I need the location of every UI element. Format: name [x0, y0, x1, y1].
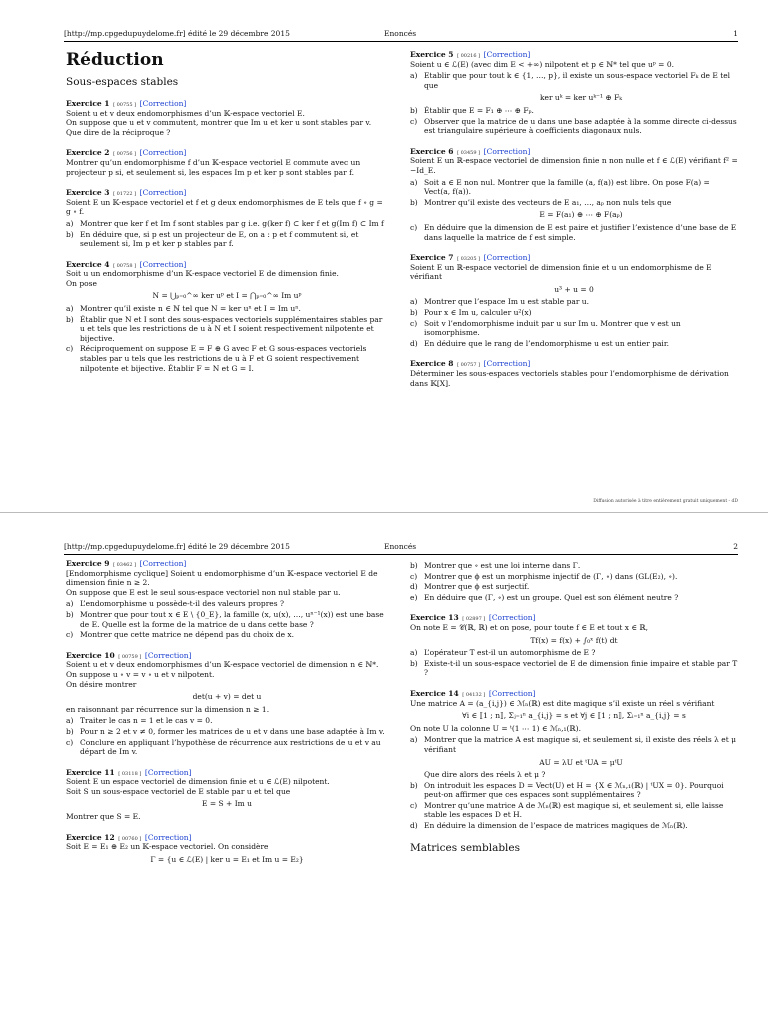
exercise-text [66, 842, 388, 852]
question-text: Montrer qu’il existe n ∈ ℕ tel que N = ker uⁿ et I = Im uⁿ. [80, 304, 301, 314]
question-text: L’opérateur T est-il un automorphisme de E ? [424, 648, 596, 658]
column-left [66, 559, 388, 875]
exercise-code: [ 00758 ] [111, 262, 138, 269]
question-list [410, 71, 738, 136]
exercise-text [410, 156, 738, 175]
display-formula: ker uᵏ = ker uᵏ⁻¹ ⊕ Fₖ [539, 93, 623, 103]
exercise-heading [410, 147, 738, 157]
question-list [66, 716, 388, 756]
question-item [410, 116, 738, 136]
display-formula: ∀i ∈ ⟦1 ; n⟧, Σⱼ₌₁ⁿ a_{i,j} = s et ∀j ∈ ⟦1 ; n⟧, Σᵢ₌₁ⁿ a_{i,j} = s [462, 711, 686, 721]
exercise-heading [410, 613, 738, 623]
question-label: a) [66, 218, 74, 228]
text-line: On note U la colonne U = ᵗ(1 ⋯ 1) ∈ ℳₙ,₁(ℝ). [410, 723, 581, 733]
header-source: [http://mp.cpgedupuydelome.fr] édité le 29 décembre 2015 [64, 542, 290, 551]
exercise-code: [ 03205 ] [455, 256, 482, 263]
question-item [410, 71, 738, 90]
question-label: d) [410, 582, 418, 592]
question-list [410, 561, 738, 602]
exercise-label: Exercice 4 [66, 259, 110, 269]
question-text: Montrer que l’espace Im u est stable par u. [424, 297, 590, 307]
question-label: b) [410, 105, 418, 115]
question-item [66, 314, 388, 344]
exercise-text [410, 699, 738, 709]
exercise-code: [ 03462 ] [111, 562, 138, 568]
exercise-heading [66, 260, 388, 270]
exercise-heading [66, 188, 388, 198]
display-formula: u³ + u = 0 [554, 284, 594, 294]
question-item [410, 318, 738, 338]
exercise-code: [ 04132 ] [460, 691, 487, 698]
exercise [410, 50, 738, 136]
header-section: Enoncés [384, 542, 417, 551]
question-label: b) [410, 561, 418, 570]
question-text: Existe-t-il un sous-espace vectoriel de E de dimension finie impaire et stable par T ? [424, 658, 738, 678]
question-item [66, 599, 388, 609]
question-text: Montrer que la matrice A est magique si, et seulement si, il existe des réels λ et μ vérifiant [424, 735, 737, 754]
question-text: En déduire que (Γ, ∘) est un groupe. Quel est son élément neutre ? [424, 592, 679, 602]
question-label: b) [66, 726, 74, 736]
question-item [410, 338, 738, 349]
exercise-text [410, 263, 738, 282]
question-list [66, 219, 388, 249]
header-section: Enoncés [384, 29, 417, 38]
question-text: Soit a ∈ E non nul. Montrer que la famille (a, f(a)) est libre. On pose F(a) = Vect(a, f(a)). [424, 177, 710, 197]
question-item [66, 630, 388, 640]
question-text: Montrer que ϕ est un morphisme injectif de (Γ, ∘) dans (GL(E₂), ∘). [424, 571, 678, 581]
exercise-label: Exercice 13 [410, 613, 459, 623]
question-item [410, 658, 738, 678]
question-list [66, 599, 388, 639]
text-line: Que dire de la réciproque ? [66, 127, 171, 137]
exercise-label: Exercice 1 [66, 98, 110, 108]
question-label: e) [410, 592, 418, 602]
question-item [410, 571, 738, 582]
question-label: a) [410, 648, 418, 658]
question-text: Montrer que pour tout x ∈ E \ {0_E}, la famille (x, u(x), …, uⁿ⁻¹(x)) est une base de E. Quelle est la forme de la matrice de u dans cette base ? [80, 609, 384, 629]
exercise-code: [ 02897 ] [460, 616, 487, 623]
exercise-label: Exercice 7 [410, 253, 454, 263]
question-list [66, 304, 388, 373]
exercise [66, 260, 388, 374]
exercise-text [66, 158, 388, 177]
correction-link[interactable]: [Correction] [483, 50, 531, 59]
question-label: b) [66, 314, 74, 324]
question-text: En déduire que la dimension de E est paire et justifier l’existence d’une base de E dans laquelle la matrice de f est simple. [424, 222, 737, 242]
exercise-code: [ 00757 ] [455, 362, 482, 369]
correction-link[interactable]: [Correction] [139, 148, 187, 158]
exercise-text [410, 60, 738, 70]
question-text: Conclure en appliquant l’hypothèse de récurrence aux restrictions de u et v au départ de Im v. [80, 737, 381, 757]
question-item [66, 344, 388, 373]
exercise-heading [66, 651, 388, 661]
page-2 [0, 512, 768, 1024]
question-item [66, 726, 388, 737]
question-label: a) [66, 716, 74, 726]
exercise-code: [ 00760 ] [116, 835, 143, 842]
exercise-text [410, 369, 738, 388]
exercise-label: Exercice 5 [410, 50, 454, 59]
exercise-heading [410, 359, 738, 369]
text-line: On note E = 𝒞(ℝ, ℝ) et on pose, pour toute f ∈ E et tout x ∈ ℝ, [410, 622, 648, 632]
question-label: d) [410, 338, 418, 348]
question-item [424, 770, 738, 780]
question-label: c) [410, 318, 418, 328]
display-formula: E = F(a₁) ⊕ ⋯ ⊕ F(aₚ) [539, 210, 623, 220]
exercise-heading [66, 559, 388, 569]
question-label: a) [410, 71, 418, 81]
question-item [410, 308, 738, 318]
correction-link[interactable]: [Correction] [144, 650, 192, 660]
correction-link[interactable]: [Correction] [483, 253, 531, 263]
text-line: On suppose u ∘ v = v ∘ u et v nilpotent. [66, 669, 215, 679]
question-label: b) [410, 197, 418, 207]
page-header [64, 540, 738, 555]
column-right [410, 50, 738, 399]
question-label: b) [410, 780, 418, 790]
display-formula: E = S + Im u [201, 799, 252, 809]
exercise-heading [66, 99, 388, 109]
question-label: c) [410, 116, 418, 126]
page-number: 2 [733, 542, 738, 551]
exercise-label: Exercice 2 [66, 148, 110, 158]
question-label: c) [410, 571, 418, 581]
question-label: a) [410, 735, 418, 745]
correction-link[interactable]: [Correction] [144, 767, 192, 777]
exercise-heading [410, 253, 738, 263]
exercise [66, 651, 388, 757]
exercise [66, 188, 388, 249]
exercise-code: [ 03118 ] [116, 770, 143, 777]
question-label: a) [410, 297, 418, 307]
question-item [66, 716, 388, 726]
question-item [410, 780, 738, 800]
text-line: Soient u et v deux endomorphismes d’un 𝕂-espace vectoriel de dimension n ∈ ℕ*. [66, 660, 379, 670]
text-line: Soient E un ℝ-espace vectoriel de dimension finie et u un endomorphisme de E vérifiant [410, 262, 712, 282]
text-line: On pose [66, 278, 97, 288]
exercise [66, 559, 388, 640]
exercise-label: Exercice 12 [66, 832, 115, 842]
question-text: L’endomorphisme u possède-t-il des valeurs propres ? [80, 599, 284, 609]
question-label: b) [66, 229, 74, 239]
question-label: d) [410, 821, 418, 831]
text-line: Déterminer les sous-espaces vectoriels stables pour l’endomorphisme de dérivation dans 𝕂[X]. [410, 369, 729, 388]
exercise [66, 768, 388, 822]
exercise-text [66, 198, 388, 217]
column-left [66, 50, 388, 384]
question-item [410, 582, 738, 592]
text-line: en raisonnant par récurrence sur la dimension n ≥ 1. [66, 704, 270, 714]
correction-link[interactable]: [Correction] [483, 359, 531, 369]
section-title: Matrices semblables [410, 841, 521, 854]
question-item [410, 648, 738, 658]
exercise-code: [ 03459 ] [455, 149, 482, 156]
question-text: Montrer qu’il existe des vecteurs de E a₁, …, aₚ non nuls tels que [424, 197, 672, 207]
exercise-label: Exercice 10 [66, 650, 115, 660]
question-item [410, 561, 738, 571]
question-text: Montrer que cette matrice ne dépend pas du choix de x. [80, 630, 295, 640]
display-formula: Γ = {u ∈ ℒ(E) | ker u = E₁ et Im u = E₂} [150, 854, 304, 864]
exercise-label: Exercice 8 [410, 359, 454, 369]
question-label: a) [66, 599, 74, 609]
question-label: b) [66, 609, 74, 619]
question-text: On introduit les espaces D = Vect(U) et H = {X ∈ ℳₙ,₁(ℝ) | ᵗUX = 0}. Pourquoi peut-on affirmer que ces espaces sont supplémentaires ? [424, 780, 724, 800]
exercise-code: [ 00755 ] [111, 101, 138, 108]
exercise [410, 147, 738, 242]
question-item [410, 222, 738, 242]
exercise-label: Exercice 6 [410, 146, 454, 156]
text-line: Soient E un espace vectoriel de dimension finie et u ∈ ℒ(E) nilpotent. [66, 777, 330, 787]
question-label: b) [410, 658, 418, 668]
question-item [410, 821, 738, 831]
display-formula: N = ⋃ₚ₌₀^∞ ker uᵖ et I = ⋂ₚ₌₀^∞ Im uᵖ [152, 291, 302, 301]
question-text: Pour x ∈ Im u, calculer u²(x) [424, 308, 532, 318]
question-item [66, 737, 388, 757]
correction-link[interactable]: [Correction] [488, 613, 536, 623]
question-label: a) [410, 177, 418, 187]
text-line: Soient u et v deux endomorphismes d’un 𝕂-espace vectoriel E. [66, 108, 305, 118]
exercise-text [66, 660, 388, 689]
display-formula: det(u + v) = det u [192, 692, 262, 702]
question-item [410, 177, 738, 197]
page-number: 1 [733, 29, 738, 38]
correction-link[interactable]: [Correction] [139, 259, 187, 269]
exercise [410, 253, 738, 348]
question-text: Montrer que ∘ est une loi interne dans Γ. [424, 561, 581, 570]
question-item [66, 229, 388, 249]
exercise-label: Exercice 14 [410, 688, 459, 698]
question-text: Montrer que ϕ est surjectif. [424, 582, 530, 592]
exercise [410, 689, 738, 831]
text-line: Montrer que S = E. [66, 812, 141, 822]
question-text: Établir que E = F₁ ⊕ ⋯ ⊕ Fₚ. [424, 105, 534, 115]
question-label: c) [66, 737, 74, 747]
text-line: On suppose que E est le seul sous-espace vectoriel non nul stable par u. [66, 587, 341, 597]
exercise-heading [410, 50, 738, 60]
exercise-code: [ 00216 ] [455, 53, 482, 59]
question-label: c) [410, 222, 418, 232]
correction-link[interactable]: [Correction] [139, 559, 187, 568]
exercise-code: [ 00756 ] [111, 151, 138, 158]
question-item [410, 800, 738, 820]
exercise-text [66, 109, 388, 138]
exercise-code: [ 01722 ] [111, 191, 138, 198]
display-formula: Tf(x) = f(x) + ∫₀ˣ f(t) dt [530, 635, 618, 645]
correction-link[interactable]: [Correction] [139, 188, 187, 198]
question-item [410, 592, 738, 603]
text-line: [Endomorphisme cyclique] Soient u endomorphisme d’un 𝕂-espace vectoriel E de dimension finie n ≥ 2. [66, 568, 378, 588]
correction-link[interactable]: [Correction] [144, 832, 192, 842]
exercise [66, 833, 388, 865]
text-line: Montrer qu’un endomorphisme f d’un 𝕂-espace vectoriel E commute avec un projecteur p si, et seulement si, les espaces Im p et ker p sont stables par f. [66, 157, 361, 177]
column-right [410, 559, 738, 854]
question-text: Traiter le cas n = 1 et le cas v = 0. [80, 716, 213, 726]
question-list [410, 735, 738, 830]
text-line: On suppose que u et v commutent, montrer que Im u et ker u sont stables par v. [66, 118, 372, 128]
page-footer: Diffusion autorisée à titre entièrement gratuit uniquement - dD [593, 499, 738, 504]
exercise [410, 613, 738, 678]
exercise-label: Exercice 11 [66, 767, 115, 777]
question-label: b) [410, 308, 418, 318]
document-title: Réduction [66, 50, 164, 70]
correction-link[interactable]: [Correction] [483, 146, 531, 156]
question-text: En déduire la dimension de l’espace de matrices magiques de ℳₙ(ℝ). [424, 821, 688, 831]
question-list [410, 178, 738, 243]
question-list [410, 648, 738, 678]
text-line: Soit E = E₁ ⊕ E₂ un 𝕂-espace vectoriel. On considère [66, 842, 269, 852]
exercise [410, 561, 738, 602]
question-item [410, 735, 738, 754]
question-label: c) [66, 344, 74, 354]
question-item [410, 197, 738, 208]
exercise-code: [ 00759 ] [116, 653, 143, 660]
text-line: Soit u un endomorphisme d’un 𝕂-espace vectoriel E de dimension finie. [66, 269, 339, 279]
question-text: Que dire alors des réels λ et μ ? [424, 770, 546, 780]
exercise-label: Exercice 9 [66, 559, 110, 568]
page-header [64, 27, 738, 42]
display-formula: AU = λU et ᵗUA = μᵗU [539, 757, 623, 767]
question-text: Pour n ≥ 2 et v ≠ 0, former les matrices de u et v dans une base adaptée à Im v. [80, 726, 385, 736]
exercise [66, 99, 388, 137]
question-item [410, 297, 738, 307]
question-item [410, 105, 738, 116]
exercise-text [66, 269, 388, 288]
exercise [66, 148, 388, 177]
text-line: Une matrice A = (a_{i,j}) ∈ ℳₙ(ℝ) est dite magique s’il existe un réel s vérifiant [410, 698, 715, 708]
question-text: Réciproquement on suppose E = F ⊕ G avec F et G sous-espaces vectoriels stables par u tels que les restrictions de u à F et G soient respectivement nilpotente et bijective. Établir F = N et G = I. [80, 344, 367, 373]
section-title: Sous-espaces stables [66, 76, 179, 89]
exercise-text [410, 623, 738, 633]
header-source: [http://mp.cpgedupuydelome.fr] édité le 29 décembre 2015 [64, 29, 290, 38]
text-line: Soient E un 𝕂-espace vectoriel et f et g deux endomorphismes de E tels que f ∘ g = g ∘ f. [66, 197, 383, 217]
exercise-text [66, 569, 388, 598]
exercise [410, 359, 738, 388]
question-text: En déduire que, si p est un projecteur de E, on a : p et f commutent si, et seulement si, Im p et ker p stables par f. [80, 229, 359, 249]
question-text: Montrer que ker f et Im f sont stables par g i.e. g(ker f) ⊂ ker f et g(Im f) ⊂ Im f [80, 218, 384, 228]
exercise-label: Exercice 3 [66, 188, 110, 198]
question-item [66, 218, 388, 229]
exercise-heading [410, 689, 738, 699]
correction-link[interactable]: [Correction] [139, 98, 187, 108]
question-list [410, 297, 738, 348]
question-text: Soit v l’endomorphisme induit par u sur Im u. Montrer que v est un isomorphisme. [424, 318, 681, 338]
exercise-heading [66, 833, 388, 843]
exercise-heading [66, 148, 388, 158]
question-item [66, 304, 388, 314]
question-text: Etablir que pour tout k ∈ {1, …, p}, il existe un sous-espace vectoriel Fₖ de E tel que [424, 71, 731, 90]
text-line: Soit S un sous-espace vectoriel de E stable par u et tel que [66, 786, 291, 796]
text-line: Soient u ∈ ℒ(E) (avec dim E < +∞) nilpotent et p ∈ ℕ* tel que uᵖ = 0. [410, 59, 675, 69]
question-item [66, 609, 388, 629]
exercise-text [66, 777, 388, 796]
question-text: En déduire que le rang de l’endomorphisme u est un entier pair. [424, 338, 669, 348]
question-text: Établir que N et I sont des sous-espaces vectoriels supplémentaires stables par u et tels que les restrictions de u à N et I soient respectivement nilpotente et bijective. [80, 314, 383, 343]
text-line: On désire montrer [66, 679, 137, 689]
question-label: c) [66, 630, 74, 640]
question-label: c) [410, 800, 418, 810]
text-line: Soient E un ℝ-espace vectoriel de dimension finie n non nulle et f ∈ ℒ(E) vérifiant f² = −Id_E. [410, 156, 738, 175]
question-label: a) [66, 304, 74, 314]
exercise-heading [66, 768, 388, 778]
question-text: Observer que la matrice de u dans une base adaptée à la somme directe ci-dessus est triangulaire supérieure à coefficients diagonaux nuls. [424, 116, 737, 136]
correction-link[interactable]: [Correction] [488, 688, 536, 698]
question-text: Montrer qu’une matrice A de ℳₙ(ℝ) est magique si, et seulement si, elle laisse stable les espaces D et H. [424, 800, 724, 820]
